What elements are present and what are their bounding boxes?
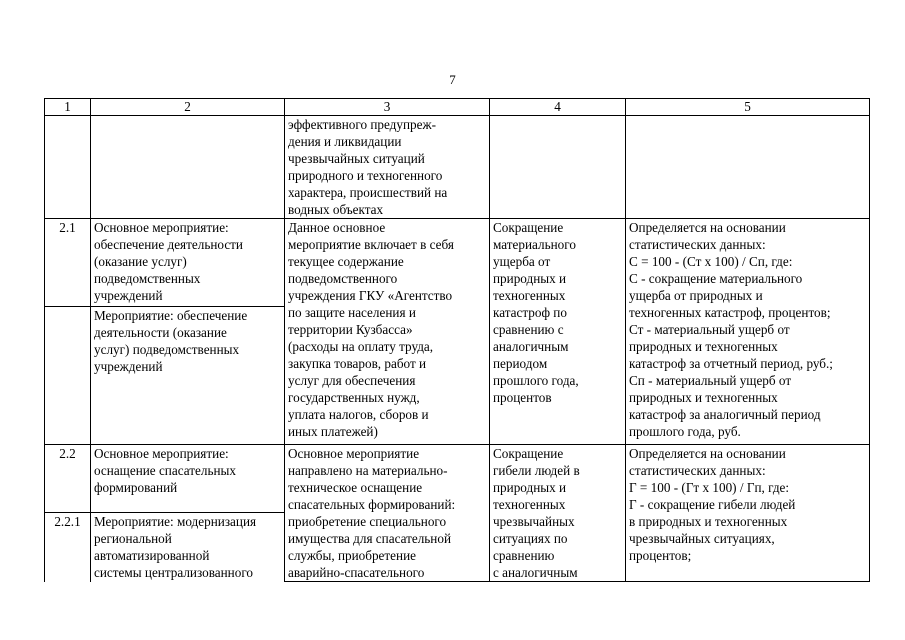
table-row-2-2 [45, 445, 870, 513]
row-2-2-indicator-cell [490, 445, 626, 582]
row-2-1-event-cell [91, 219, 285, 307]
continuation-number-cell [45, 116, 91, 219]
column-header-2: 2 [91, 99, 285, 116]
continuation-event-cell [91, 116, 285, 219]
row-2-1-method: Определяется на основании статистических данных: С = 100 - (Ст х 100) / Сп, где: С - сокращение материального ущерба от природных и техногенных катастроф, процентов; Ст - материальный ущерб от природных и техногенных катастроф за отчетный период, руб.; Сп - материальный ущерб от природных и техногенных катастроф за аналогичный период прошлого года, руб. [629, 220, 833, 439]
row-2-1-indicator-cell [490, 219, 626, 445]
continuation-description-text: эффективного предупреж- дения и ликвидации чрезвычайных ситуаций природного и техногенного характера, происшествий на водных объектах [288, 117, 448, 217]
row-2-2-event: Основное мероприятие: оснащение спасательных формирований [94, 446, 236, 495]
continuation-method-cell [626, 116, 870, 219]
row-2-1-indicator: Сокращение материального ущерба от природных и техногенных катастроф по сравнению с аналогичным периодом прошлого года, процентов [493, 220, 579, 405]
column-header-5: 5 [626, 99, 870, 116]
row-2-2-1-event: Мероприятие: модернизация региональной автоматизированной системы централизованного [94, 514, 257, 581]
row-2-1-method-cell [626, 219, 870, 445]
row-2-1-description: Данное основное мероприятие включает в себя текущее содержание подведомственного учреждения ГКУ «Агентство по защите населения и территории Кузбасса» (расходы на оплату труда, закупка товаров, работ и услуг для обеспечения государственных нужд, уплата налогов, сборов и иных платежей) [288, 220, 454, 439]
row-2-2-indicator: Сокращение гибели людей в природных и техногенных чрезвычайных ситуациях по сравнению с аналогичным [493, 446, 580, 580]
table-row-2-1 [45, 219, 870, 307]
table-header-row [45, 99, 870, 116]
continuation-description-cell [285, 116, 490, 219]
column-header-4: 4 [490, 99, 626, 116]
row-2-1-description-cell [285, 219, 490, 445]
table-row-continuation [45, 116, 870, 219]
row-2-1-sub-number [45, 307, 91, 445]
row-2-1-sub-event-cell [91, 307, 285, 445]
row-2-2-method-cell [626, 445, 870, 582]
continuation-indicator-cell [490, 116, 626, 219]
row-2-1-number: 2.1 [45, 219, 91, 307]
column-header-3: 3 [285, 99, 490, 116]
document-table [44, 98, 870, 582]
row-2-2-method: Определяется на основании статистических данных: Г = 100 - (Гт х 100) / Гп, где: Г - сокращение гибели людей в природных и техногенных чрезвычайных ситуациях, процентов; [629, 446, 796, 563]
row-2-2-1-event-cell [91, 513, 285, 582]
row-2-2-1-number: 2.2.1 [45, 513, 91, 582]
row-2-1-sub-event: Мероприятие: обеспечение деятельности (оказание услуг) подведомственных учреждений [94, 308, 248, 374]
row-2-1-event: Основное мероприятие: обеспечение деятельности (оказание услуг) подведомственных учреждений [94, 220, 243, 303]
row-2-2-number: 2.2 [45, 445, 91, 513]
row-2-2-description: Основное мероприятие направлено на материально- техническое оснащение спасательных формирований: приобретение специального имущества для спасательной службы, приобретение аварийно-спасательного [288, 446, 456, 580]
page-number: 7 [449, 72, 456, 87]
column-header-1: 1 [45, 99, 91, 116]
row-2-2-event-cell [91, 445, 285, 513]
row-2-2-description-cell [285, 445, 490, 582]
